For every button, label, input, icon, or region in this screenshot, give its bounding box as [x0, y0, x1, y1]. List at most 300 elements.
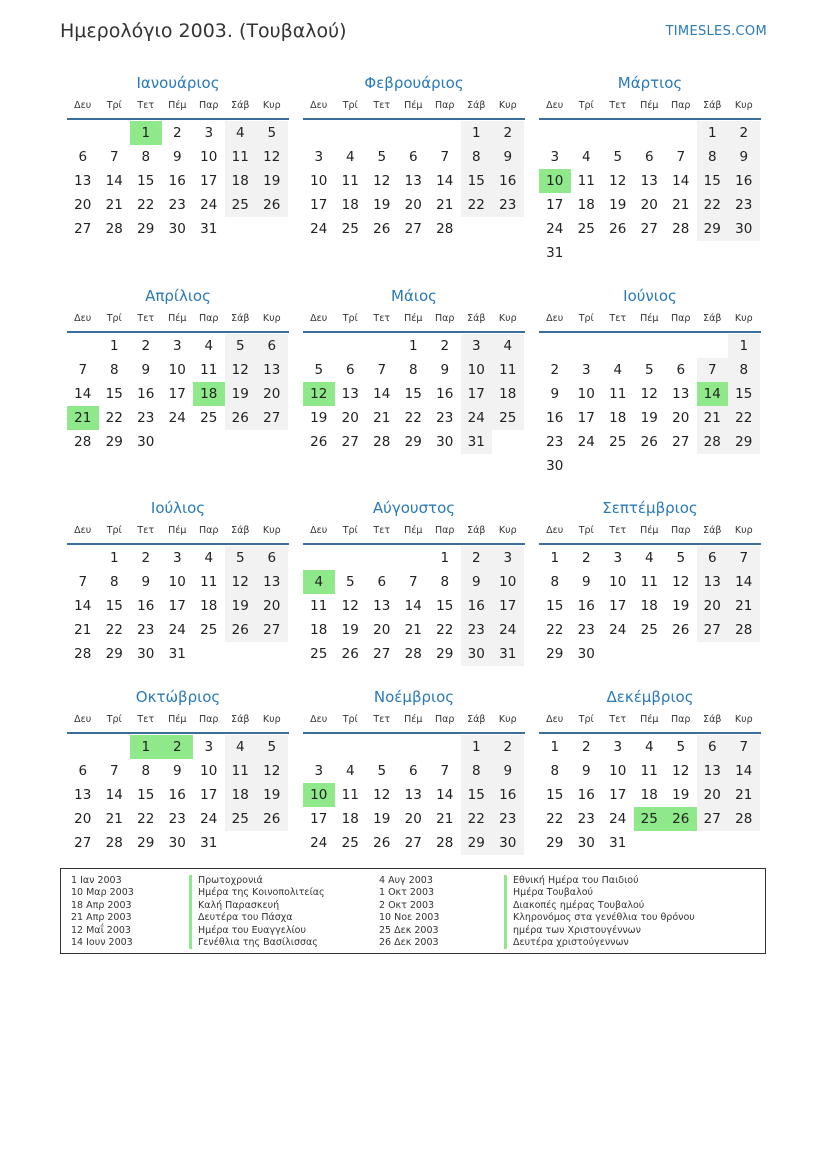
day-cell: 26 [256, 193, 288, 217]
day-cell: 23 [436, 410, 454, 426]
holiday-day-cell: 25 [634, 807, 666, 831]
day-cell: 19 [256, 783, 288, 807]
weekday-label: Σάβ [703, 313, 722, 324]
day-cell: 8 [109, 574, 119, 590]
empty-cell [665, 121, 697, 145]
weekday-header [67, 311, 289, 333]
weekday-label: Παρ [671, 313, 691, 324]
day-cell: 13 [74, 787, 92, 803]
day-cell: 10 [461, 358, 493, 382]
day-cell: 20 [672, 410, 690, 426]
day-cell: 23 [577, 622, 595, 638]
empty-cell [99, 735, 131, 759]
weekday-label: Πέμ [640, 714, 659, 725]
month-name: Σεπτέμβριος [602, 499, 698, 517]
weekday-label: Τρί [578, 313, 594, 324]
day-cell: 26 [225, 618, 257, 642]
weekday-label: Τετ [373, 714, 391, 725]
day-cell: 21 [105, 197, 123, 213]
day-cell: 6 [697, 546, 729, 570]
day-cell: 4 [345, 149, 355, 165]
weekday-label: Τετ [137, 100, 155, 111]
holiday-name: Ημέρα του Ευαγγελίου [189, 925, 325, 937]
empty-cell [303, 546, 335, 570]
month-block [303, 686, 525, 855]
weekday-label: Κυρ [498, 714, 517, 725]
weekday-label: Τρί [578, 525, 594, 536]
empty-cell [366, 334, 398, 358]
weekday-label: Πέμ [640, 525, 659, 536]
day-cell: 26 [672, 622, 690, 638]
weekday-label: Κυρ [734, 525, 753, 536]
empty-cell [366, 546, 398, 570]
day-cell: 6 [676, 362, 686, 378]
weekday-label: Πέμ [168, 714, 187, 725]
weekday-label: Σάβ [467, 525, 486, 536]
day-cell: 31 [168, 646, 186, 662]
day-cell: 11 [225, 145, 257, 169]
day-cell: 6 [408, 763, 418, 779]
day-cell: 25 [225, 193, 257, 217]
day-cell: 5 [225, 334, 257, 358]
day-cell: 12 [256, 145, 288, 169]
weekday-label: Κυρ [262, 313, 281, 324]
weekday-header [67, 712, 289, 734]
weekday-label: Σάβ [231, 714, 250, 725]
day-cell: 10 [168, 362, 186, 378]
empty-cell [67, 735, 99, 759]
day-cell: 27 [341, 434, 359, 450]
empty-cell [634, 334, 666, 358]
day-cell: 5 [676, 550, 686, 566]
day-cell: 11 [341, 787, 359, 803]
day-cell: 20 [341, 410, 359, 426]
day-cell: 5 [256, 121, 288, 145]
day-cell: 16 [168, 173, 186, 189]
day-cell: 8 [728, 358, 760, 382]
day-cell: 13 [404, 787, 422, 803]
empty-cell [303, 334, 335, 358]
day-cell: 1 [550, 739, 560, 755]
day-cell: 2 [492, 735, 524, 759]
day-cell: 17 [168, 598, 186, 614]
day-cell: 11 [609, 386, 627, 402]
day-cell: 11 [225, 759, 257, 783]
day-cell: 2 [461, 546, 493, 570]
holiday-date: 10 Μαρ 2003 [71, 887, 134, 899]
day-cell: 16 [728, 169, 760, 193]
day-cell: 12 [609, 173, 627, 189]
day-cell: 3 [172, 550, 182, 566]
day-cell: 9 [440, 362, 450, 378]
day-cell: 28 [105, 835, 123, 851]
day-cell: 4 [204, 550, 214, 566]
day-cell: 1 [697, 121, 729, 145]
weekday-label: Σάβ [703, 525, 722, 536]
day-cell: 14 [74, 598, 92, 614]
empty-cell [366, 121, 398, 145]
weekday-label: Πέμ [640, 100, 659, 111]
day-cell: 3 [204, 125, 214, 141]
day-cell: 15 [105, 598, 123, 614]
month-name: Αύγουστος [372, 499, 456, 517]
day-cell: 23 [546, 434, 564, 450]
day-cell: 21 [373, 410, 391, 426]
weekday-label: Δευ [74, 714, 92, 725]
day-cell: 15 [436, 598, 454, 614]
day-cell: 19 [256, 169, 288, 193]
day-cell: 10 [577, 386, 595, 402]
holiday-date: 4 Αυγ 2003 [379, 875, 433, 886]
day-cell: 15 [697, 169, 729, 193]
day-grid [539, 334, 761, 478]
weekday-label: Σάβ [467, 313, 486, 324]
day-cell: 13 [640, 173, 658, 189]
day-cell: 3 [550, 149, 560, 165]
day-cell: 31 [546, 245, 564, 261]
day-cell: 21 [436, 197, 454, 213]
day-cell: 3 [314, 149, 324, 165]
day-cell: 17 [609, 598, 627, 614]
holiday-day-cell: 1 [130, 121, 162, 145]
day-cell: 25 [640, 622, 658, 638]
weekday-label: Τετ [137, 313, 155, 324]
day-cell: 15 [461, 783, 493, 807]
day-cell: 6 [345, 362, 355, 378]
day-cell: 31 [461, 430, 493, 454]
day-cell: 14 [105, 787, 123, 803]
day-cell: 24 [461, 406, 493, 430]
month-block [67, 285, 289, 454]
day-cell: 4 [644, 550, 654, 566]
day-cell: 29 [436, 646, 454, 662]
day-cell: 31 [200, 221, 218, 237]
day-grid [67, 735, 289, 855]
weekday-header [539, 712, 761, 734]
day-cell: 16 [577, 787, 595, 803]
holiday-day-cell: 21 [67, 406, 99, 430]
day-cell: 8 [141, 763, 151, 779]
day-cell: 13 [672, 386, 690, 402]
day-cell: 12 [225, 570, 257, 594]
day-cell: 10 [609, 763, 627, 779]
weekday-label: Κυρ [498, 525, 517, 536]
day-cell: 23 [492, 807, 524, 831]
weekday-label: Κυρ [734, 714, 753, 725]
holiday-name: Καλή Παρασκευή [189, 900, 325, 912]
day-cell: 3 [581, 362, 591, 378]
day-cell: 25 [310, 646, 328, 662]
day-cell: 1 [109, 338, 119, 354]
weekday-label: Τρί [578, 714, 594, 725]
day-cell: 3 [461, 334, 493, 358]
day-cell: 14 [436, 787, 454, 803]
day-cell: 23 [168, 811, 186, 827]
day-cell: 28 [436, 221, 454, 237]
day-cell: 15 [137, 173, 155, 189]
day-cell: 14 [105, 173, 123, 189]
day-cell: 18 [577, 197, 595, 213]
day-cell: 12 [256, 759, 288, 783]
day-cell: 24 [310, 221, 328, 237]
day-cell: 30 [546, 458, 564, 474]
day-cell: 10 [492, 570, 524, 594]
weekday-label: Σάβ [231, 100, 250, 111]
day-cell: 4 [581, 149, 591, 165]
day-cell: 28 [105, 221, 123, 237]
weekday-label: Δευ [310, 714, 328, 725]
day-cell: 22 [697, 193, 729, 217]
day-cell: 8 [109, 362, 119, 378]
day-cell: 7 [440, 149, 450, 165]
day-cell: 15 [404, 386, 422, 402]
weekday-label: Τετ [373, 100, 391, 111]
month-block [539, 285, 761, 478]
weekday-label: Πέμ [404, 313, 423, 324]
holiday-name: Δευτέρα του Πάσχα [189, 912, 325, 924]
day-grid [539, 121, 761, 265]
day-cell: 10 [310, 173, 328, 189]
day-cell: 6 [256, 546, 288, 570]
weekday-label: Δευ [74, 525, 92, 536]
day-cell: 14 [373, 386, 391, 402]
day-cell: 15 [461, 169, 493, 193]
day-cell: 14 [728, 570, 760, 594]
holiday-name: ημέρα των Χριστουγέννων [504, 925, 695, 937]
day-cell: 23 [168, 197, 186, 213]
empty-cell [67, 546, 99, 570]
day-cell: 13 [373, 598, 391, 614]
weekday-label: Σάβ [703, 714, 722, 725]
holiday-name: Δευτέρα χριστούγεννων [504, 937, 695, 949]
day-cell: 17 [200, 787, 218, 803]
day-cell: 1 [440, 550, 450, 566]
weekday-label: Κυρ [262, 100, 281, 111]
day-cell: 6 [78, 763, 88, 779]
day-cell: 5 [644, 362, 654, 378]
day-cell: 24 [310, 835, 328, 851]
day-cell: 4 [225, 735, 257, 759]
day-cell: 8 [461, 145, 493, 169]
day-cell: 24 [200, 197, 218, 213]
weekday-label: Δευ [546, 313, 564, 324]
day-cell: 18 [341, 811, 359, 827]
weekday-label: Παρ [199, 714, 219, 725]
day-cell: 5 [314, 362, 324, 378]
holiday-day-cell: 18 [193, 382, 225, 406]
weekday-label: Δευ [74, 100, 92, 111]
weekday-label: Τρί [578, 100, 594, 111]
empty-cell [602, 121, 634, 145]
weekday-label: Κυρ [262, 525, 281, 536]
empty-cell [303, 735, 335, 759]
weekday-label: Παρ [671, 714, 691, 725]
day-cell: 28 [74, 434, 92, 450]
day-cell: 9 [461, 570, 493, 594]
day-cell: 9 [141, 362, 151, 378]
weekday-label: Δευ [546, 525, 564, 536]
weekday-label: Δευ [546, 714, 564, 725]
holiday-day-cell: 4 [303, 570, 335, 594]
holiday-date: 14 Ιουν 2003 [71, 936, 133, 948]
empty-cell [398, 546, 430, 570]
day-cell: 8 [141, 149, 151, 165]
day-cell: 9 [728, 145, 760, 169]
month-block [303, 72, 525, 241]
day-cell: 10 [168, 574, 186, 590]
day-cell: 30 [728, 217, 760, 241]
day-cell: 21 [74, 622, 92, 638]
month-block [303, 497, 525, 666]
day-cell: 7 [728, 735, 760, 759]
weekday-header [303, 712, 525, 734]
day-cell: 16 [137, 598, 155, 614]
day-cell: 2 [440, 338, 450, 354]
day-cell: 4 [204, 338, 214, 354]
day-cell: 5 [225, 546, 257, 570]
day-cell: 12 [672, 763, 690, 779]
day-cell: 29 [546, 646, 564, 662]
weekday-label: Δευ [310, 525, 328, 536]
day-cell: 7 [697, 358, 729, 382]
day-cell: 30 [492, 831, 524, 855]
day-cell: 7 [408, 574, 418, 590]
day-cell: 20 [256, 594, 288, 618]
day-grid [539, 735, 761, 855]
weekday-label: Σάβ [467, 100, 486, 111]
day-cell: 22 [105, 622, 123, 638]
day-cell: 31 [609, 835, 627, 851]
weekday-label: Παρ [199, 100, 219, 111]
day-cell: 9 [172, 763, 182, 779]
holiday-name: Διακοπές ημέρας Τουβαλού [504, 900, 695, 912]
day-cell: 18 [341, 197, 359, 213]
site-logo-text[interactable]: TIMESLES.COM [665, 24, 767, 39]
weekday-label: Πέμ [168, 525, 187, 536]
day-cell: 17 [609, 787, 627, 803]
day-cell: 20 [404, 197, 422, 213]
month-block [539, 497, 761, 666]
month-block [67, 497, 289, 666]
day-cell: 1 [461, 735, 493, 759]
holiday-date: 1 Ιαν 2003 [71, 875, 122, 886]
weekday-label: Παρ [199, 525, 219, 536]
day-cell: 1 [550, 550, 560, 566]
day-cell: 18 [492, 382, 524, 406]
day-cell: 19 [373, 197, 391, 213]
weekday-label: Κυρ [734, 313, 753, 324]
day-cell: 26 [373, 221, 391, 237]
day-cell: 14 [672, 173, 690, 189]
weekday-label: Σάβ [231, 313, 250, 324]
day-cell: 9 [550, 386, 560, 402]
day-cell: 6 [644, 149, 654, 165]
day-cell: 21 [728, 594, 760, 618]
day-cell: 16 [577, 598, 595, 614]
month-block [67, 72, 289, 241]
day-cell: 6 [408, 149, 418, 165]
day-cell: 12 [341, 598, 359, 614]
day-cell: 10 [609, 574, 627, 590]
day-cell: 2 [172, 125, 182, 141]
day-cell: 28 [672, 221, 690, 237]
empty-cell [634, 121, 666, 145]
month-name: Νοέμβριος [373, 688, 455, 706]
day-cell: 23 [137, 410, 155, 426]
day-grid [539, 546, 761, 666]
holiday-name: Πρωτοχρονιά [189, 875, 325, 887]
day-cell: 4 [345, 763, 355, 779]
empty-cell [99, 121, 131, 145]
day-cell: 25 [341, 221, 359, 237]
weekday-label: Τρί [106, 714, 122, 725]
day-cell: 22 [436, 622, 454, 638]
weekday-label: Παρ [435, 313, 455, 324]
day-cell: 17 [310, 197, 328, 213]
day-cell: 15 [137, 787, 155, 803]
weekday-label: Τετ [137, 714, 155, 725]
weekday-label: Τετ [609, 100, 627, 111]
weekday-label: Παρ [199, 313, 219, 324]
day-cell: 22 [461, 807, 493, 831]
day-cell: 26 [225, 406, 257, 430]
day-cell: 7 [109, 763, 119, 779]
empty-cell [602, 334, 634, 358]
day-cell: 25 [225, 807, 257, 831]
weekday-header [303, 311, 525, 333]
day-cell: 13 [697, 759, 729, 783]
weekday-label: Τετ [373, 525, 391, 536]
day-cell: 29 [137, 835, 155, 851]
day-cell: 12 [672, 574, 690, 590]
day-cell: 12 [225, 358, 257, 382]
holiday-day-cell: 12 [303, 382, 335, 406]
holiday-date: 12 Μαΐ 2003 [71, 924, 131, 936]
weekday-label: Τρί [342, 714, 358, 725]
day-grid [303, 334, 525, 454]
day-cell: 5 [377, 149, 387, 165]
weekday-header [303, 523, 525, 545]
holiday-day-cell: 2 [162, 735, 194, 759]
day-cell: 17 [546, 197, 564, 213]
day-cell: 18 [640, 787, 658, 803]
day-cell: 29 [461, 831, 493, 855]
day-cell: 20 [256, 382, 288, 406]
day-cell: 24 [609, 811, 627, 827]
weekday-label: Τετ [609, 313, 627, 324]
day-cell: 17 [168, 386, 186, 402]
holiday-names-col-2 [504, 875, 695, 949]
day-cell: 27 [697, 618, 729, 642]
day-cell: 18 [310, 622, 328, 638]
month-block [539, 72, 761, 265]
empty-cell [665, 334, 697, 358]
day-cell: 2 [141, 338, 151, 354]
day-cell: 5 [676, 739, 686, 755]
day-cell: 6 [377, 574, 387, 590]
month-block [303, 285, 525, 454]
day-cell: 27 [404, 835, 422, 851]
day-cell: 5 [345, 574, 355, 590]
empty-cell [398, 121, 430, 145]
day-cell: 2 [492, 121, 524, 145]
empty-cell [303, 121, 335, 145]
weekday-header [539, 311, 761, 333]
day-cell: 30 [577, 646, 595, 662]
day-cell: 22 [137, 197, 155, 213]
month-name: Μάιος [391, 287, 437, 305]
empty-cell [398, 735, 430, 759]
